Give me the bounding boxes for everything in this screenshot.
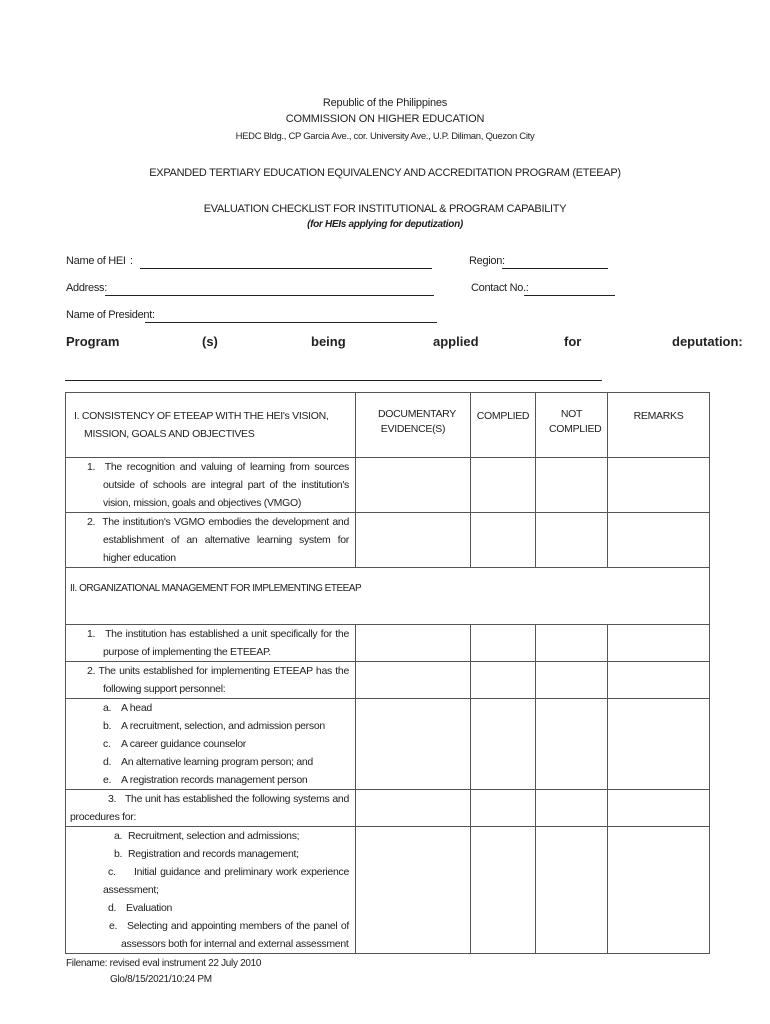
personnel-d: d. An alternative learning program person; and [103, 756, 313, 768]
system-e: e. Selecting and appointing members of the panel of assessors both for internal and external assessment [109, 920, 349, 950]
s2-item-1-evidence[interactable] [356, 625, 471, 662]
commission-line: COMMISSION ON HIGHER EDUCATION [285, 113, 485, 125]
system-a: a. Recruitment, selection and admissions; [114, 830, 300, 842]
s2-item-2-num: 2. [87, 665, 96, 677]
table-row [66, 699, 710, 790]
president-field[interactable] [145, 322, 437, 323]
s2-item-3 [66, 790, 356, 827]
s1-item-1-remarks[interactable] [608, 458, 710, 513]
hei-name-label: Name of HEI [66, 255, 126, 267]
personnel-a: a. A head [103, 702, 152, 714]
republic-line: Republic of the Philippines [322, 97, 448, 109]
checklist-title: EVALUATION CHECKLIST FOR INSTITUTIONAL & PROGRAM CAPABILITY [203, 203, 567, 215]
s1-item-1-evidence[interactable] [356, 458, 471, 513]
table-row [66, 625, 710, 662]
s1-item-2-text: The institution's VGMO embodies the development and establishment of an alternative learning system for higher education [102, 516, 349, 564]
not-complied-header: NOT COMPLIED [536, 393, 608, 458]
footer-filename: Filename: revised eval instrument 22 July 2010 [66, 958, 262, 969]
program-word-6: deputation: [672, 334, 743, 349]
s1-item-1-not-complied[interactable] [536, 458, 608, 513]
systems-complied[interactable] [471, 827, 536, 954]
systems-list [66, 827, 356, 954]
systems-evidence[interactable] [356, 827, 471, 954]
s2-item-1 [66, 625, 356, 662]
contact-label: Contact No.: [471, 282, 529, 294]
s1-item-2-remarks[interactable] [608, 513, 710, 568]
evaluation-checklist-table [65, 392, 710, 954]
region-field[interactable] [502, 268, 608, 269]
program-word-4: applied [433, 334, 479, 349]
program-word-2: (s) [202, 334, 218, 349]
s2-item-3-num: 3. [108, 793, 117, 805]
s2-item-2 [66, 662, 356, 699]
systems-not-complied[interactable] [536, 827, 608, 954]
personnel-remarks[interactable] [608, 699, 710, 790]
table-row [66, 790, 710, 827]
system-c: c. Initial guidance and preliminary work experience assessment; [103, 866, 349, 896]
s1-item-2-num: 2. [87, 516, 96, 528]
s1-item-2-complied[interactable] [471, 513, 536, 568]
table-row [66, 827, 710, 954]
s2-item-1-complied[interactable] [471, 625, 536, 662]
complied-header: COMPLIED [471, 393, 536, 458]
section2-heading: II. ORGANIZATIONAL MANAGEMENT FOR IMPLEMENTING ETEEAP [66, 568, 710, 625]
personnel-list [66, 699, 356, 790]
address-line: HEDC Bldg., CP Garcia Ave., cor. University Ave., U.P. Diliman, Quezon City [235, 131, 535, 142]
remarks-header: REMARKS [608, 393, 710, 458]
program-field[interactable] [65, 380, 602, 381]
s2-item-1-remarks[interactable] [608, 625, 710, 662]
personnel-c: c. A career guidance counselor [103, 738, 246, 750]
s1-item-1-complied[interactable] [471, 458, 536, 513]
s2-item-3-text: The unit has established the following systems and procedures for: [70, 793, 350, 823]
hei-name-field[interactable] [140, 268, 432, 269]
system-d: d. Evaluation [108, 902, 173, 914]
systems-remarks[interactable] [608, 827, 710, 954]
s1-item-1 [66, 458, 356, 513]
s2-item-3-complied[interactable] [471, 790, 536, 827]
table-row [66, 568, 710, 625]
s2-item-3-evidence[interactable] [356, 790, 471, 827]
table-row [66, 662, 710, 699]
s2-item-2-not-complied[interactable] [536, 662, 608, 699]
s2-item-2-complied[interactable] [471, 662, 536, 699]
program-title: EXPANDED TERTIARY EDUCATION EQUIVALENCY AND ACCREDITATION PROGRAM (ETEEAP) [149, 167, 621, 179]
s2-item-2-evidence[interactable] [356, 662, 471, 699]
s2-item-1-text: The institution has established a unit specifically for the purpose of implementing the ETEEAP. [103, 628, 349, 658]
s1-item-1-num: 1. [87, 461, 96, 473]
personnel-not-complied[interactable] [536, 699, 608, 790]
s2-item-3-not-complied[interactable] [536, 790, 608, 827]
program-word-5: for [564, 334, 582, 349]
checklist-subtitle: (for HEIs applying for deputization) [307, 219, 463, 230]
hei-name-colon: : [130, 255, 133, 267]
region-label: Region: [469, 255, 505, 267]
president-label: Name of President: [66, 309, 155, 321]
contact-field[interactable] [524, 295, 615, 296]
s2-item-1-not-complied[interactable] [536, 625, 608, 662]
personnel-evidence[interactable] [356, 699, 471, 790]
s2-item-2-remarks[interactable] [608, 662, 710, 699]
personnel-e: e. A registration records management person [103, 774, 308, 786]
s2-item-2-text: The units established for implementing ETEEAP has the following support personnel: [98, 665, 349, 695]
documentary-evidence-header: DOCUMENTARY EVIDENCE(S) [356, 393, 471, 458]
s1-item-2 [66, 513, 356, 568]
system-b: b. Registration and records management; [114, 848, 299, 860]
table-header-row [66, 393, 710, 458]
footer-stamp: Glo/8/15/2021/10:24 PM [110, 974, 212, 985]
personnel-b: b. A recruitment, selection, and admission person [103, 720, 325, 732]
s1-item-1-text: The recognition and valuing of learning from sources outside of schools are integral part of the institution's vision, mission, goals and objectives (VMGO) [103, 461, 349, 509]
address-label: Address: [66, 282, 108, 294]
program-word-3: being [311, 334, 346, 349]
section1-heading: I. CONSISTENCY OF ETEEAP WITH THE HEI's VISION, MISSION, GOALS AND OBJECTIVES [66, 393, 356, 458]
table-row [66, 458, 710, 513]
program-word-1: Program [66, 334, 120, 349]
address-field[interactable] [105, 295, 434, 296]
table-row [66, 513, 710, 568]
personnel-complied[interactable] [471, 699, 536, 790]
s2-item-3-remarks[interactable] [608, 790, 710, 827]
s1-item-2-not-complied[interactable] [536, 513, 608, 568]
s1-item-2-evidence[interactable] [356, 513, 471, 568]
s2-item-1-num: 1. [87, 628, 96, 640]
